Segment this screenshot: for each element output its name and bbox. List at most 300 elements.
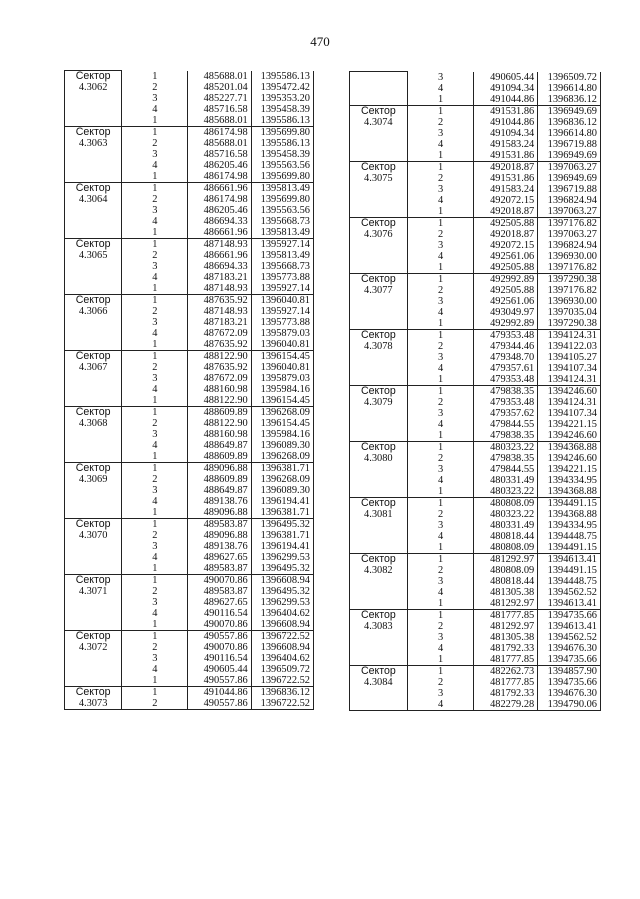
x-coordinate: 491044.86 — [188, 686, 251, 698]
table-row — [350, 161, 601, 173]
point-number: 1 — [407, 206, 474, 218]
coordinates-table-left — [64, 70, 314, 710]
x-coordinate: 492018.87 — [474, 206, 538, 218]
y-coordinate: 1397063.27 — [538, 206, 601, 218]
x-coordinate: 490605.44 — [188, 664, 251, 675]
y-coordinate: 1395353.20 — [251, 93, 313, 104]
x-coordinate: 488609.89 — [188, 451, 251, 463]
y-coordinate: 1395699.80 — [251, 171, 313, 183]
x-coordinate: 487635.92 — [188, 362, 251, 373]
point-number: 3 — [407, 688, 474, 699]
sector-code: 4.3062 — [78, 82, 108, 93]
x-coordinate: 479844.55 — [474, 419, 538, 430]
point-number: 2 — [122, 138, 188, 149]
point-number: 2 — [407, 229, 474, 240]
point-number: 2 — [407, 677, 474, 688]
point-number: 3 — [122, 317, 188, 328]
x-coordinate: 481292.97 — [474, 598, 538, 610]
point-number: 1 — [407, 441, 474, 453]
point-number: 1 — [407, 497, 474, 509]
sector-code: 4.3069 — [78, 473, 108, 485]
point-number: 1 — [122, 294, 188, 306]
y-coordinate: 1396722.52 — [251, 630, 313, 642]
point-number: 2 — [122, 82, 188, 93]
sector-name: Сектор — [75, 237, 111, 250]
point-number: 3 — [407, 128, 474, 139]
y-coordinate: 1395927.14 — [251, 306, 313, 317]
sector-code: 4.3067 — [78, 361, 108, 373]
x-coordinate: 486661.96 — [188, 250, 251, 261]
x-coordinate: 491044.86 — [474, 117, 538, 128]
point-number: 3 — [407, 576, 474, 587]
sector-code: 4.3074 — [364, 116, 393, 128]
x-coordinate: 486205.46 — [188, 205, 251, 216]
page-number: 470 — [310, 34, 330, 49]
x-coordinate: 479838.35 — [474, 453, 538, 464]
point-number: 1 — [407, 486, 474, 498]
table-row — [65, 686, 314, 698]
table-row — [65, 182, 314, 194]
point-number: 1 — [407, 329, 474, 341]
point-number: 1 — [122, 395, 188, 407]
y-coordinate: 1396404.62 — [251, 653, 313, 664]
sector-label — [65, 350, 122, 406]
x-coordinate: 481292.97 — [474, 553, 538, 565]
x-coordinate: 492505.88 — [474, 217, 538, 229]
point-number: 1 — [122, 686, 188, 698]
sector-name: Сектор — [360, 216, 396, 229]
x-coordinate: 482279.28 — [474, 699, 538, 711]
x-coordinate: 492561.06 — [474, 251, 538, 262]
point-number: 2 — [407, 621, 474, 632]
y-coordinate: 1396194.41 — [251, 541, 313, 552]
sector-code: 4.3076 — [364, 228, 393, 240]
x-coordinate: 490116.54 — [188, 608, 251, 619]
x-coordinate: 481305.38 — [474, 587, 538, 598]
sector-label — [65, 294, 122, 350]
point-number: 1 — [407, 385, 474, 397]
y-coordinate: 1396194.41 — [251, 496, 313, 507]
y-coordinate: 1394368.88 — [538, 441, 601, 453]
sector-code: 4.3078 — [364, 340, 393, 352]
sector-label — [350, 441, 408, 497]
point-number: 2 — [122, 586, 188, 597]
point-number: 1 — [122, 406, 188, 418]
y-coordinate: 1395699.80 — [251, 194, 313, 205]
sector-code: 4.3081 — [364, 508, 393, 520]
x-coordinate: 490605.44 — [474, 72, 538, 83]
y-coordinate: 1396040.81 — [251, 362, 313, 373]
point-number: 1 — [122, 563, 188, 575]
x-coordinate: 489583.87 — [188, 563, 251, 575]
sector-code: 4.3072 — [78, 641, 108, 653]
point-number: 4 — [122, 664, 188, 675]
y-coordinate: 1395563.56 — [251, 205, 313, 216]
sector-name: Сектор — [360, 664, 396, 677]
point-number: 2 — [407, 341, 474, 352]
x-coordinate: 488122.90 — [188, 418, 251, 429]
y-coordinate: 1394857.90 — [538, 665, 601, 677]
x-coordinate: 480331.49 — [474, 475, 538, 486]
sector-code: 4.3064 — [78, 193, 108, 205]
point-number: 2 — [407, 453, 474, 464]
y-coordinate: 1396154.45 — [251, 418, 313, 429]
x-coordinate: 485688.01 — [188, 138, 251, 149]
y-coordinate: 1396404.62 — [251, 608, 313, 619]
y-coordinate: 1395472.42 — [251, 82, 313, 93]
x-coordinate: 480323.22 — [474, 509, 538, 520]
x-coordinate: 479838.35 — [474, 385, 538, 397]
point-number: 4 — [407, 587, 474, 598]
y-coordinate: 1394613.41 — [538, 621, 601, 632]
x-coordinate: 491531.86 — [474, 150, 538, 162]
x-coordinate: 486174.98 — [188, 194, 251, 205]
y-coordinate: 1396381.71 — [251, 462, 313, 474]
x-coordinate: 485716.58 — [188, 149, 251, 160]
y-coordinate: 1394735.66 — [538, 677, 601, 688]
point-number: 2 — [122, 474, 188, 485]
point-number: 1 — [407, 654, 474, 666]
x-coordinate: 485227.71 — [188, 93, 251, 104]
y-coordinate: 1397290.38 — [538, 273, 601, 285]
table-row — [65, 238, 314, 250]
point-number: 1 — [407, 553, 474, 565]
sector-label — [65, 126, 122, 182]
x-coordinate: 491094.34 — [474, 83, 538, 94]
sector-label — [65, 686, 122, 709]
y-coordinate: 1394676.30 — [538, 688, 601, 699]
y-coordinate: 1396722.52 — [251, 675, 313, 687]
x-coordinate: 485716.58 — [188, 104, 251, 115]
x-coordinate: 491531.86 — [474, 173, 538, 184]
y-coordinate: 1395879.03 — [251, 373, 313, 384]
x-coordinate: 479348.70 — [474, 352, 538, 363]
x-coordinate: 488122.90 — [188, 395, 251, 407]
point-number: 1 — [407, 105, 474, 117]
x-coordinate: 480331.49 — [474, 520, 538, 531]
point-number: 1 — [407, 665, 474, 677]
sector-name: Сектор — [360, 440, 396, 453]
y-coordinate: 1395773.88 — [251, 317, 313, 328]
point-number: 1 — [407, 609, 474, 621]
sector-code: 4.3063 — [78, 137, 108, 149]
y-coordinate: 1395458.39 — [251, 104, 313, 115]
x-coordinate: 480323.22 — [474, 486, 538, 498]
table-row — [350, 72, 601, 83]
y-coordinate: 1396299.53 — [251, 597, 313, 608]
point-number: 4 — [407, 475, 474, 486]
point-number: 3 — [407, 520, 474, 531]
table-row — [350, 441, 601, 453]
x-coordinate: 480808.09 — [474, 565, 538, 576]
sector-code: 4.3083 — [364, 620, 393, 632]
y-coordinate: 1396949.69 — [538, 105, 601, 117]
y-coordinate: 1394105.27 — [538, 352, 601, 363]
point-number: 3 — [122, 429, 188, 440]
x-coordinate: 480323.22 — [474, 441, 538, 453]
point-number: 3 — [407, 352, 474, 363]
y-coordinate: 1394790.06 — [538, 699, 601, 711]
sector-label — [350, 273, 408, 329]
y-coordinate: 1396719.88 — [538, 139, 601, 150]
point-number: 1 — [122, 518, 188, 530]
point-number: 1 — [407, 217, 474, 229]
x-coordinate: 490116.54 — [188, 653, 251, 664]
point-number: 1 — [407, 542, 474, 554]
table-row — [65, 350, 314, 362]
y-coordinate: 1395668.73 — [251, 261, 313, 272]
point-number: 2 — [122, 362, 188, 373]
x-coordinate: 490557.86 — [188, 698, 251, 710]
point-number: 1 — [407, 150, 474, 162]
x-coordinate: 486661.96 — [188, 227, 251, 239]
table-row — [350, 329, 601, 341]
y-coordinate: 1396509.72 — [538, 72, 601, 83]
sector-code: 4.3082 — [364, 564, 393, 576]
sector-code: 4.3071 — [78, 585, 108, 597]
point-number: 4 — [407, 139, 474, 150]
point-number: 1 — [122, 238, 188, 250]
point-number: 4 — [407, 531, 474, 542]
point-number: 1 — [122, 574, 188, 586]
point-number: 4 — [122, 384, 188, 395]
x-coordinate: 491094.34 — [474, 128, 538, 139]
point-number: 1 — [122, 283, 188, 295]
y-coordinate: 1397176.82 — [538, 217, 601, 229]
sector-name: Сектор — [360, 160, 396, 173]
x-coordinate: 480818.44 — [474, 576, 538, 587]
sector-label — [65, 630, 122, 686]
point-number: 4 — [122, 552, 188, 563]
sector-name: Сектор — [75, 293, 111, 306]
y-coordinate: 1396154.45 — [251, 350, 313, 362]
y-coordinate: 1396299.53 — [251, 552, 313, 563]
point-number: 4 — [407, 307, 474, 318]
y-coordinate: 1396722.52 — [251, 698, 313, 710]
y-coordinate: 1394613.41 — [538, 553, 601, 565]
y-coordinate: 1396719.88 — [538, 184, 601, 195]
x-coordinate: 486694.33 — [188, 216, 251, 227]
table-row — [65, 462, 314, 474]
x-coordinate: 491583.24 — [474, 139, 538, 150]
point-number: 3 — [122, 597, 188, 608]
x-coordinate: 488609.89 — [188, 406, 251, 418]
y-coordinate: 1394368.88 — [538, 486, 601, 498]
y-coordinate: 1394562.52 — [538, 587, 601, 598]
point-number: 4 — [407, 363, 474, 374]
y-coordinate: 1396040.81 — [251, 294, 313, 306]
x-coordinate: 489627.65 — [188, 552, 251, 563]
table-row — [65, 126, 314, 138]
x-coordinate: 491531.86 — [474, 105, 538, 117]
sector-label — [350, 553, 408, 609]
y-coordinate: 1396268.09 — [251, 474, 313, 485]
x-coordinate: 492505.88 — [474, 285, 538, 296]
point-number: 2 — [122, 306, 188, 317]
x-coordinate: 487183.21 — [188, 272, 251, 283]
y-coordinate: 1396381.71 — [251, 507, 313, 519]
sector-label — [65, 518, 122, 574]
point-number: 1 — [407, 161, 474, 173]
y-coordinate: 1395927.14 — [251, 238, 313, 250]
point-number: 4 — [122, 440, 188, 451]
point-number: 2 — [407, 509, 474, 520]
point-number: 2 — [407, 117, 474, 128]
point-number: 1 — [122, 350, 188, 362]
y-coordinate: 1394246.60 — [538, 430, 601, 442]
x-coordinate: 487635.92 — [188, 294, 251, 306]
y-coordinate: 1395984.16 — [251, 429, 313, 440]
point-number: 2 — [407, 173, 474, 184]
y-coordinate: 1394334.95 — [538, 475, 601, 486]
point-number: 3 — [407, 296, 474, 307]
point-number: 2 — [122, 530, 188, 541]
y-coordinate: 1396154.45 — [251, 395, 313, 407]
x-coordinate: 485201.04 — [188, 82, 251, 93]
y-coordinate: 1394613.41 — [538, 598, 601, 610]
y-coordinate: 1396268.09 — [251, 406, 313, 418]
y-coordinate: 1394562.52 — [538, 632, 601, 643]
sector-label — [65, 182, 122, 238]
y-coordinate: 1396495.32 — [251, 586, 313, 597]
x-coordinate: 490557.86 — [188, 630, 251, 642]
y-coordinate: 1396608.94 — [251, 642, 313, 653]
y-coordinate: 1396614.80 — [538, 83, 601, 94]
sector-code: 4.3066 — [78, 305, 108, 317]
point-number: 3 — [407, 240, 474, 251]
x-coordinate: 486174.98 — [188, 126, 251, 138]
sector-name: Сектор — [75, 70, 111, 82]
x-coordinate: 479357.62 — [474, 408, 538, 419]
y-coordinate: 1395563.56 — [251, 160, 313, 171]
table-row — [65, 406, 314, 418]
coordinates-table-right — [349, 71, 601, 711]
point-number: 4 — [122, 160, 188, 171]
x-coordinate: 492072.15 — [474, 240, 538, 251]
y-coordinate: 1395879.03 — [251, 328, 313, 339]
point-number: 3 — [122, 653, 188, 664]
sector-name: Сектор — [75, 125, 111, 138]
y-coordinate: 1397063.27 — [538, 161, 601, 173]
y-coordinate: 1395813.49 — [251, 227, 313, 239]
y-coordinate: 1394676.30 — [538, 643, 601, 654]
point-number: 4 — [407, 699, 474, 711]
sector-name: Сектор — [75, 517, 111, 530]
y-coordinate: 1396089.30 — [251, 440, 313, 451]
sector-label — [65, 462, 122, 518]
x-coordinate: 481777.85 — [474, 654, 538, 666]
y-coordinate: 1396836.12 — [251, 686, 313, 698]
y-coordinate: 1396824.94 — [538, 240, 601, 251]
point-number: 1 — [407, 318, 474, 330]
x-coordinate: 481777.85 — [474, 609, 538, 621]
sector-code: 4.3080 — [364, 452, 393, 464]
y-coordinate: 1395813.49 — [251, 182, 313, 194]
point-number: 3 — [122, 373, 188, 384]
sector-code: 4.3084 — [364, 676, 393, 688]
table-row — [350, 385, 601, 397]
x-coordinate: 492072.15 — [474, 195, 538, 206]
x-coordinate: 480808.09 — [474, 497, 538, 509]
point-number: 3 — [407, 184, 474, 195]
y-coordinate: 1394124.31 — [538, 374, 601, 386]
sector-name: Сектор — [75, 629, 111, 642]
x-coordinate: 488160.98 — [188, 384, 251, 395]
y-coordinate: 1396495.32 — [251, 518, 313, 530]
x-coordinate: 491044.86 — [474, 94, 538, 106]
point-number: 1 — [407, 94, 474, 106]
x-coordinate: 488160.98 — [188, 429, 251, 440]
x-coordinate: 485688.01 — [188, 115, 251, 127]
x-coordinate: 486661.96 — [188, 182, 251, 194]
y-coordinate: 1394122.03 — [538, 341, 601, 352]
x-coordinate: 481792.33 — [474, 643, 538, 654]
table-row — [65, 71, 314, 82]
point-number: 4 — [407, 643, 474, 654]
sector-label — [65, 71, 122, 127]
point-number: 1 — [122, 71, 188, 82]
y-coordinate: 1397063.27 — [538, 229, 601, 240]
x-coordinate: 480808.09 — [474, 542, 538, 554]
sector-name: Сектор — [360, 272, 396, 285]
y-coordinate: 1394246.60 — [538, 385, 601, 397]
y-coordinate: 1397290.38 — [538, 318, 601, 330]
y-coordinate: 1395586.13 — [251, 138, 313, 149]
sector-code: 4.3065 — [78, 249, 108, 261]
sector-name: Сектор — [360, 328, 396, 341]
point-number: 1 — [122, 507, 188, 519]
y-coordinate: 1396836.12 — [538, 94, 601, 106]
x-coordinate: 487635.92 — [188, 339, 251, 351]
point-number: 1 — [407, 598, 474, 610]
x-coordinate: 492018.87 — [474, 161, 538, 173]
y-coordinate: 1396836.12 — [538, 117, 601, 128]
y-coordinate: 1394246.60 — [538, 453, 601, 464]
y-coordinate: 1396509.72 — [251, 664, 313, 675]
x-coordinate: 486174.98 — [188, 171, 251, 183]
x-coordinate: 487148.93 — [188, 238, 251, 250]
sector-code: 4.3070 — [78, 529, 108, 541]
sector-name: Сектор — [75, 685, 111, 698]
y-coordinate: 1394448.75 — [538, 576, 601, 587]
y-coordinate: 1395984.16 — [251, 384, 313, 395]
x-coordinate: 479353.48 — [474, 374, 538, 386]
x-coordinate: 487672.09 — [188, 373, 251, 384]
point-number: 1 — [122, 182, 188, 194]
point-number: 4 — [122, 328, 188, 339]
x-coordinate: 487148.93 — [188, 306, 251, 317]
x-coordinate: 479353.48 — [474, 397, 538, 408]
sector-code: 4.3068 — [78, 417, 108, 429]
sector-label — [350, 497, 408, 553]
x-coordinate: 479844.55 — [474, 464, 538, 475]
x-coordinate: 489583.87 — [188, 518, 251, 530]
point-number: 4 — [122, 272, 188, 283]
x-coordinate: 489138.76 — [188, 496, 251, 507]
x-coordinate: 492992.89 — [474, 318, 538, 330]
sector-label — [350, 217, 408, 273]
point-number: 1 — [122, 339, 188, 351]
x-coordinate: 481792.33 — [474, 688, 538, 699]
y-coordinate: 1397176.82 — [538, 285, 601, 296]
table-row — [350, 497, 601, 509]
point-number: 4 — [122, 496, 188, 507]
point-number: 3 — [122, 261, 188, 272]
y-coordinate: 1394221.15 — [538, 464, 601, 475]
x-coordinate: 488609.89 — [188, 474, 251, 485]
y-coordinate: 1395927.14 — [251, 283, 313, 295]
point-number: 1 — [122, 171, 188, 183]
